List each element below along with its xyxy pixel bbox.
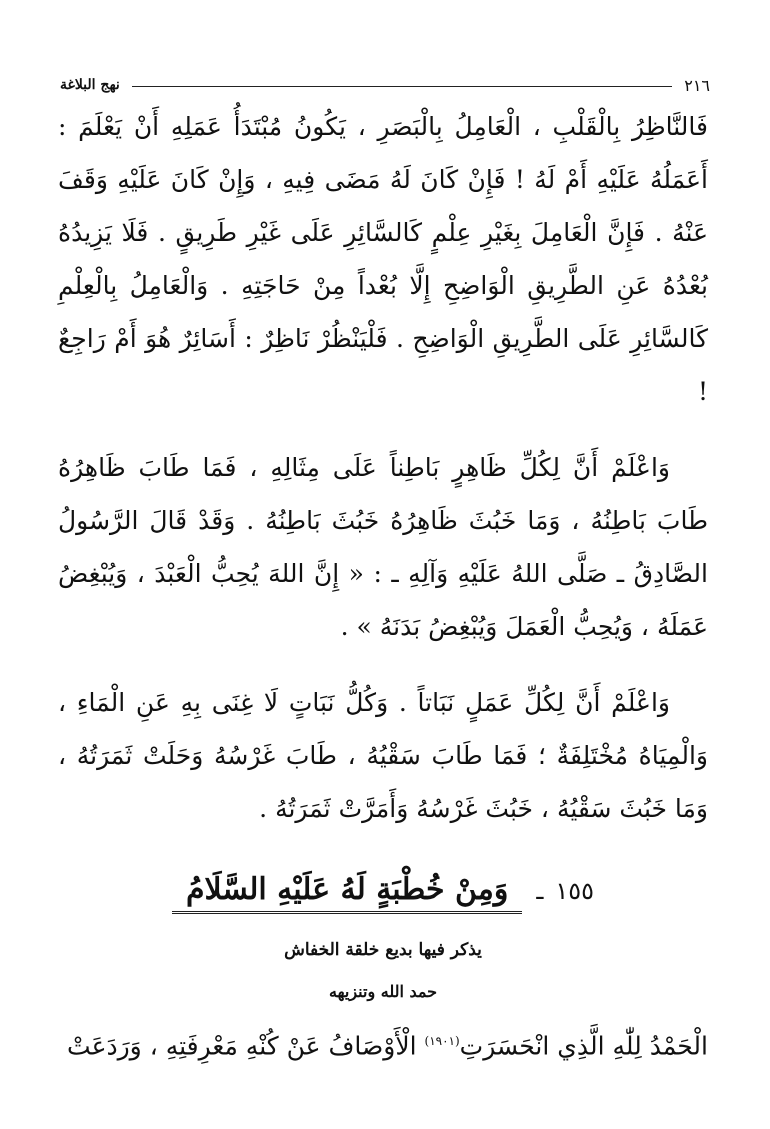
final-line-end: الْأَوْصَافُ عَنْ كُنْهِ مَعْرِفَتِهِ ، وَرَدَعَتْ — [67, 1031, 425, 1061]
paragraph-1: فَالنَّاظِرُ بِالْقَلْبِ ، الْعَامِلُ بِالْبَصَرِ ، يَكُونُ مُبْتَدَأُ عَمَلِهِ أَنْ يَعْلَمَ : أَعَمَلُهُ عَلَيْهِ أَمْ لَهُ ! فَإِنْ كَانَ لَهُ مَضَى فِيهِ ، وَإِنْ كَانَ عَلَيْهِ وَقَفَ عَنْهُ . فَإِنَّ الْعَامِلَ بِغَيْرِ عِلْمٍ كَالسَّائِرِ عَلَى غَيْرِ طَرِيقٍ . فَلَا يَزِيدُهُ بُعْدُهُ عَنِ الطَّرِيقِ الْوَاضِحِ إِلَّا بُعْداً مِنْ حَاجَتِهِ . وَالْعَامِلُ بِالْعِلْمِ كَالسَّائِرِ عَلَى الطَّرِيقِ الْوَاضِحِ . فَلْيَنْظُرْ نَاظِرٌ : أَسَائِرٌ هُوَ أَمْ رَاجِعٌ ! — [58, 112, 708, 406]
final-text-line — [58, 1015, 708, 1072]
section-sub-subtitle: حمد الله وتنزيهه — [328, 982, 438, 1001]
header-rule — [132, 86, 672, 87]
final-line-start: الْحَمْدُ لِلّٰهِ الَّذِي انْحَسَرَتِ — [459, 1031, 708, 1061]
paragraph-2: وَاعْلَمْ أَنَّ لِكُلِّ ظَاهِرٍ بَاطِناً عَلَى مِثَالِهِ ، فَمَا طَابَ ظَاهِرُهُ طَابَ بَاطِنُهُ ، وَمَا خَبُثَ ظَاهِرُهُ خَبُثَ بَاطِنُهُ . وَقَدْ قَالَ الرَّسُولُ الصَّادِقُ ـ صَلَّى اللهُ عَلَيْهِ وَآلِهِ ـ : « إِنَّ اللهَ يُحِبُّ الْعَبْدَ ، وَيُبْغِضُ عَمَلَهُ ، وَيُحِبُّ الْعَمَلَ وَيُبْغِضُ بَدَنَهُ » . — [58, 453, 708, 641]
section-title: وَمِنْ خُطْبَةٍ لَهُ عَلَيْهِ السَّلَامُ — [172, 868, 522, 914]
page-header — [60, 70, 710, 100]
page-body — [58, 100, 708, 1072]
section-dash: ـ — [536, 877, 544, 905]
section-number: ١٥٥ — [555, 877, 595, 905]
section-subtitle: يذكر فيها بديع خلقة الخفاش — [284, 940, 482, 960]
footnote-reference: (١٩٠١) — [424, 1034, 460, 1048]
section-heading — [58, 858, 708, 924]
book-title: نهج البلاغة — [60, 77, 120, 93]
page-number: ٢١٦ — [684, 75, 710, 95]
paragraph-3: وَاعْلَمْ أَنَّ لِكُلِّ عَمَلٍ نَبَاتاً . وَكُلُّ نَبَاتٍ لَا غِنَى بِهِ عَنِ الْمَاءِ ، وَالْمِيَاهُ مُخْتَلِفَةٌ ؛ فَمَا طَابَ سَقْيُهُ ، طَابَ غَرْسُهُ وَحَلَتْ ثَمَرَتُهُ ، وَمَا خَبُثَ سَقْيُهُ ، خَبُثَ غَرْسُهُ وَأَمَرَّتْ ثَمَرَتُهُ . — [58, 688, 708, 823]
